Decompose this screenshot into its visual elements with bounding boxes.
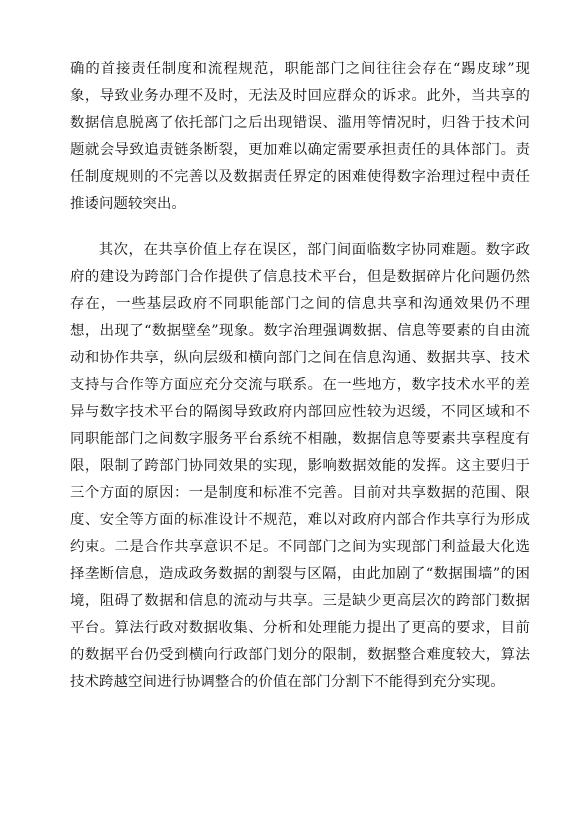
- paragraph-responsibility: 确的首接责任制度和流程规范，职能部门之间往往会存在“踢皮球”现象，导致业务办理不及时，无法及时回应群众的诉求。此外，当共享的数据信息脱离了依托部门之后出现错误、滥用等情况时，归咎于技术问题就会导致追责链条断裂，更加难以确定需要承担责任的具体部门。责任制度规则的不完善以及数据责任界定的困难使得数字治理过程中责任推诿问题较突出。: [70, 61, 530, 212]
- paragraph-data-sharing: 其次，在共享价值上存在误区，部门间面临数字协同难题。数字政府的建设为跨部门合作提供了信息技术平台，但是数据碎片化问题仍然存在，一些基层政府不同职能部门之间的信息共享和沟通效果仍不理想，出现了“数据壁垒”现象。数字治理强调数据、信息等要素的自由流动和协作共享，纵向层级和横向部门之间在信息沟通、数据共享、技术支持与合作等方面应充分交流与联系。在一些地方，数字技术水平的差异与数字技术平台的隔阂导致政府内部回应性较为迟缓，不同区域和不同职能部门之间数字服务平台系统不相融，数据信息等要素共享程度有限，限制了跨部门协同效果的实现，影响数据效能的发挥。这主要归于三个方面的原因：一是制度和标准不完善。目前对共享数据的范围、限度、安全等方面的标准设计不规范，难以对政府内部合作共享行为形成约束。二是合作共享意识不足。不同部门之间为实现部门利益最大化选择垄断信息，造成政务数据的割裂与区隔，由此加剧了“数据围墙”的困境，阻碍了数据和信息的流动与共享。三是缺少更高层次的跨部门数据平台。算法行政对数据收集、分析和处理能力提出了更高的要求，目前的数据平台仍受到横向行政部门划分的限制，数据整合难度较大，算法技术跨越空间进行协调整合的价值在部门分割下不能得到充分实现。: [70, 242, 530, 690]
